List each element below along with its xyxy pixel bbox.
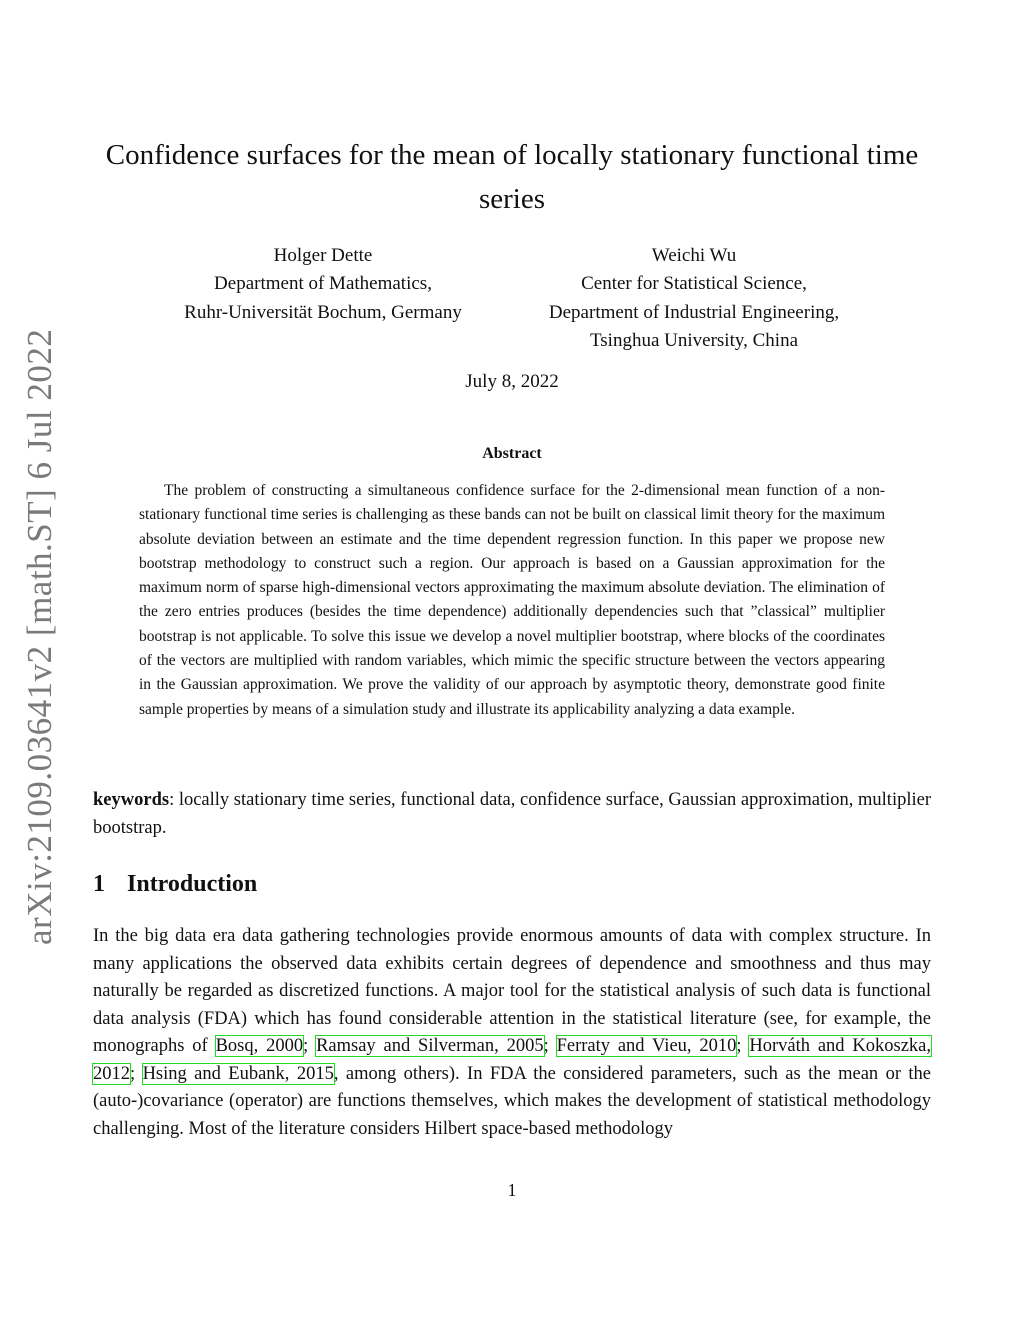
- citation-link[interactable]: Ferraty and Vieu, 2010: [556, 1036, 737, 1056]
- author-affiliation: Department of Mathematics,: [214, 273, 432, 295]
- section-heading: [93, 871, 257, 898]
- keywords-label: keywords: [93, 790, 170, 810]
- citation-separator: ;: [543, 1036, 557, 1056]
- author-affiliation: Tsinghua University, China: [590, 329, 798, 351]
- intro-text-before: In the big data era data gathering technologies provide enormous amounts of data with complex structure. In many applications the observed data exhibits certain degrees of dependence and smoothness and thus may naturally be regarded as discretized functions. A major tool for the statistical analysis of such data is functional data analysis (FDA) which has found considerable attention in the statistical literature (see, for example, the monographs of: [93, 926, 931, 1056]
- citation-link[interactable]: Horváth and Kokoszka, 2012: [93, 1036, 931, 1084]
- citation-separator: ;: [736, 1036, 750, 1056]
- paper-title: Confidence surfaces for the mean of locally stationary functional time series: [105, 139, 919, 215]
- citation-link[interactable]: Bosq, 2000: [215, 1036, 304, 1056]
- abstract-body: The problem of constructing a simultaneous confidence surface for the 2-dimensional mean function of a non-stationary functional time series is challenging as these bands can not be built on classical limit theory for the maximum absolute deviation between an estimate and the time dependent regression function. In this paper we propose new bootstrap methodology to construct such a region. Our approach is based on a Gaussian approximation for the maximum norm of sparse high-dimensional vectors approximating the maximum absolute deviation. The elimination of the zero entries produces (besides the time dependence) additionally dependencies such that ”classical” multiplier bootstrap is not applicable. To solve this issue we develop a novel multiplier bootstrap, where blocks of the coordinates of the vectors are multiplied with random variables, which mimic the specific structure between the vectors appearing in the Gaussian approximation. We prove the validity of our approach by asymptotic theory, demonstrate good finite sample properties by means of a simulation study and illustrate its applicability analyzing a data example.: [139, 482, 885, 718]
- author-affiliation: Center for Statistical Science,: [581, 273, 807, 295]
- author-block-2: [520, 242, 868, 355]
- intro-text-after: , among others). In FDA the considered parameters, such as the mean or the (auto-)covariance (operator) are functions themselves, which makes the development of statistical methodology challenging. Most of the literature considers Hilbert space-based methodology: [93, 1063, 932, 1139]
- citation-separator: ;: [303, 1036, 317, 1056]
- author-name: Weichi Wu: [651, 245, 737, 266]
- abstract-heading: Abstract: [482, 445, 542, 462]
- citation-link[interactable]: Ramsay and Silverman, 2005: [316, 1036, 544, 1056]
- citation-separator: ;: [130, 1063, 143, 1084]
- section-title: Introduction: [127, 871, 258, 897]
- section-number: 1: [93, 871, 105, 897]
- author-affiliation: Department of Industrial Engineering,: [548, 301, 840, 323]
- keywords-text: : locally stationary time series, functional data, confidence surface, Gaussian approximation, multiplier bootstrap.: [93, 790, 931, 838]
- author-affiliation: Ruhr-Universität Bochum, Germany: [184, 301, 462, 323]
- keywords: [93, 786, 931, 842]
- paper-date: July 8, 2022: [465, 371, 559, 392]
- author-name: Holger Dette: [273, 245, 373, 266]
- author-block-1: [150, 242, 496, 327]
- arxiv-identifier: arXiv:2109.03641v2 [math.ST] 6 Jul 2022: [20, 328, 59, 945]
- intro-paragraph: [93, 923, 931, 1143]
- citation-link[interactable]: Hsing and Eubank, 2015: [142, 1063, 334, 1084]
- page-number: 1: [507, 1180, 517, 1200]
